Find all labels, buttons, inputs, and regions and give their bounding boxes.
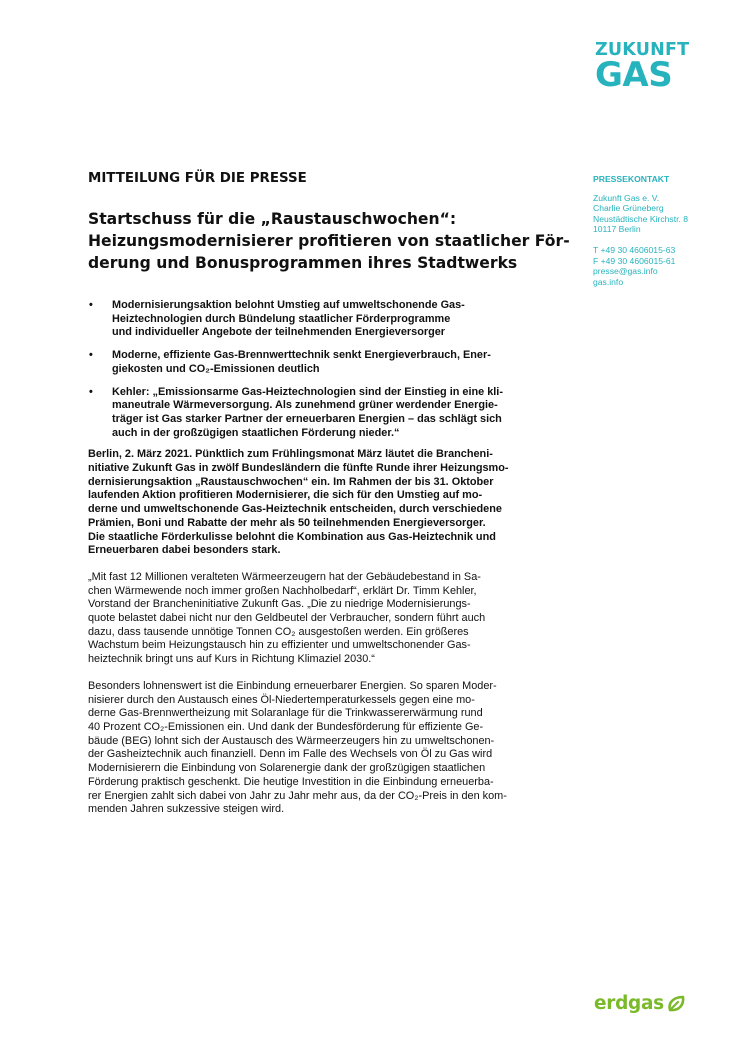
bullet-line: Moderne, effiziente Gas-Brennwerttechnik senkt Energieverbrauch, Ener-	[112, 349, 491, 362]
contact-email[interactable]: presse@gas.info	[593, 266, 658, 277]
bullet-line: träger ist Gas starker Partner der erneuerbaren Energien – das schlägt sich	[112, 412, 502, 425]
headline-line: derung und Bonusprogrammen ihres Stadtwerks	[88, 254, 518, 272]
text-line: nisierer durch den Austausch eines Öl-Niedertemperaturkessels gegen eine mo-	[88, 693, 475, 706]
contact-name: Charlie Grüneberg	[593, 203, 664, 214]
text-line: dernisierungsaktion „Raustauschwochen“ ein. Im Rahmen der bis 31. Oktober	[88, 475, 494, 488]
text-line: rer Energien zahlt sich dabei von Jahr zu Jahr mehr aus, da der CO₂-Preis in den kom-	[88, 789, 507, 802]
bullet-line: und individueller Angebote der teilnehmenden Energieversorger	[112, 326, 446, 339]
lead-paragraph	[88, 448, 572, 558]
contact-org: Zukunft Gas e. V.	[593, 192, 660, 203]
text-line: der Gasheiztechnik auch finanziell. Denn im Falle des Wechsels von Öl zu Gas wird	[88, 748, 493, 761]
text-line: quote belastet dabei nicht nur den Geldbeutel der Verbraucher, sondern führt auch	[88, 612, 486, 625]
text-line: „Mit fast 12 Millionen veralteten Wärmeerzeugern hat der Gebäudebestand in Sa-	[88, 570, 481, 583]
erdgas-logo	[594, 992, 686, 1014]
text-line: 40 Prozent CO₂-Emissionen ein. Und dank der Bundesförderung für effiziente Ge-	[88, 720, 484, 733]
bullet-line: maneutrale Wärmeversorgung. Als zunehmend grüner werdender Energie-	[112, 399, 498, 412]
text-line: Besonders lohnenswert ist die Einbindung erneuerbarer Energien. So sparen Moder-	[88, 679, 497, 692]
bullet-item	[88, 299, 572, 340]
text-line: dazu, dass tausende unnötige Tonnen CO₂ ausgestoßen werden. Ein größeres	[88, 625, 469, 638]
contact-city: 10117 Berlin	[593, 224, 641, 235]
bullet-item	[88, 386, 572, 441]
leaf-icon	[666, 994, 686, 1014]
bullet-line: Modernisierungsaktion belohnt Umstieg auf umweltschonende Gas-	[112, 299, 465, 311]
headline	[88, 208, 572, 274]
text-line: chen Wärmewende noch immer großen Nachholbedarf“, erklärt Dr. Timm Kehler,	[88, 584, 477, 597]
text-line: Berlin, 2. März 2021. Pünktlich zum Frühlingsmonat März läutet die Brancheni-	[88, 448, 493, 461]
text-line: Erneuerbaren dabei besonders stark.	[88, 544, 281, 557]
bullet-line: auch in der großzügigen staatlichen Förderung nieder.“	[112, 426, 400, 439]
contact-web[interactable]: gas.info	[593, 276, 624, 287]
logo-line-1: ZUKUNFT	[595, 40, 690, 60]
zukunft-gas-logo	[595, 40, 695, 95]
erdgas-wordmark: erdgas	[594, 992, 664, 1014]
text-line: derne und umweltschonende Gas-Heiztechnik entscheiden, durch verschiedene	[88, 503, 502, 516]
bullet-item	[88, 349, 572, 376]
press-contact-heading: PRESSEKONTAKT	[593, 174, 670, 184]
text-line: nitiative Zukunft Gas in zwölf Bundesländern die fünfte Runde ihrer Heizungsmo-	[88, 462, 509, 475]
bullet-line: Kehler: „Emissionsarme Gas-Heiztechnologien sind der Einstieg in eine kli-	[112, 385, 503, 398]
bullet-dot: •	[89, 349, 93, 362]
quote-paragraph	[88, 571, 572, 667]
logo-line-2: GAS	[595, 55, 673, 95]
text-line: heiztechnik bringt uns auf Kurs in Richtung Klimaziel 2030.“	[88, 653, 375, 666]
bullet-dot: •	[89, 299, 93, 311]
headline-line: Heizungsmodernisierer profitieren von staatlicher För-	[88, 232, 570, 250]
bullet-line: Heiztechnologien durch Bündelung staatlicher Förderprogramme	[112, 312, 451, 325]
text-line: menden Jahren sukzessive steigen wird.	[88, 803, 285, 816]
text-line: derne Gas-Brennwertheizung mit Solaranlage für die Trinkwassererwärmung rund	[88, 707, 483, 720]
text-line: bäude (BEG) lohnt sich der Austausch des Wärmeerzeugers hin zu umweltschonen-	[88, 734, 495, 747]
text-line: Die staatliche Förderkulisse belohnt die Kombination aus Gas-Heiztechnik und	[88, 530, 496, 543]
text-line: Förderung praktisch geschenkt. Die heutige Investition in die Einbindung erneuerba-	[88, 775, 494, 788]
press-contact	[593, 174, 723, 287]
text-line: Wachstum beim Heizungstausch hin zu effizienter und umweltschonender Gas-	[88, 639, 471, 652]
contact-phone: T +49 30 4606015-63	[593, 244, 676, 255]
text-line: Prämien, Boni und Rabatte der mehr als 50 teilnehmenden Energieversorger.	[88, 516, 486, 529]
bullet-line: giekosten und CO₂-Emissionen deutlich	[112, 362, 320, 375]
press-label: MITTEILUNG FÜR DIE PRESSE	[88, 171, 307, 186]
headline-line: Startschuss für die „Raustauschwochen“:	[88, 210, 457, 228]
bullet-dot: •	[89, 385, 93, 398]
contact-street: Neustädtische Kirchstr. 8	[593, 213, 689, 224]
text-line: Modernisierern die Einbindung von Solarenergie dank der großzügigen staatlichen	[88, 762, 486, 775]
text-line: laufenden Aktion profitieren Modernisierer, die sich für den Umstieg auf mo-	[88, 489, 483, 502]
summary-bullets	[88, 299, 572, 440]
body-paragraph	[88, 680, 572, 817]
press-release-body	[88, 170, 572, 817]
text-line: Vorstand der Brancheninitiative Zukunft Gas. „Die zu niedrige Modernisierungs-	[88, 598, 471, 611]
contact-fax: F +49 30 4606015-61	[593, 255, 676, 266]
